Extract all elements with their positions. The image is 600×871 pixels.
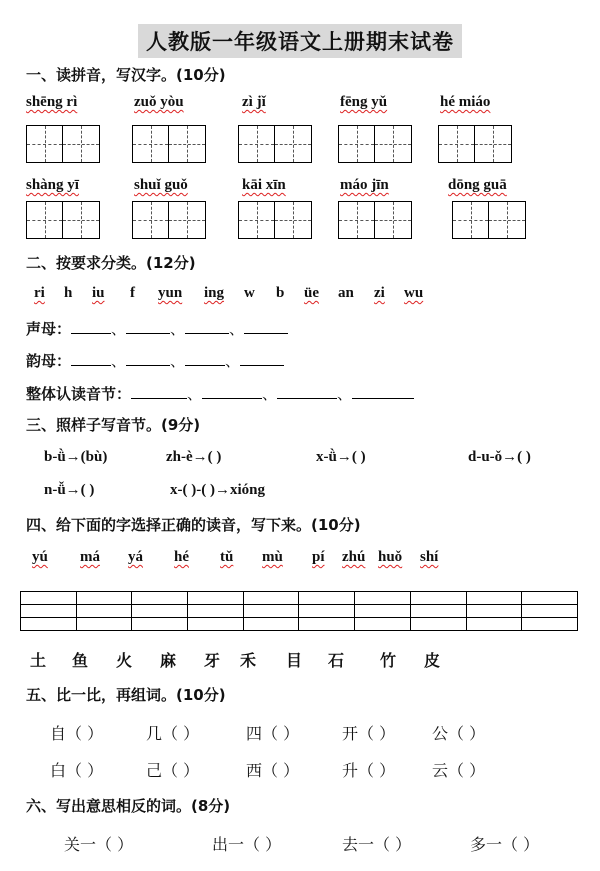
section-4-heading: 四、给下面的字选择正确的读音，写下来。(10分) (26, 516, 361, 534)
word-compare-item[interactable]: 公（ ） (432, 724, 486, 743)
syllable-item: f (130, 285, 135, 301)
word-compare-item[interactable]: 己（ ） (146, 761, 200, 780)
word-compare-item[interactable]: 几（ ） (146, 724, 200, 743)
hanzi-item: 目 (286, 651, 303, 670)
pinyin-prompt: zì jǐ (242, 94, 266, 110)
zhengti-row (26, 383, 414, 404)
tianzige-box[interactable] (132, 201, 206, 239)
separator: 、 (262, 385, 278, 403)
tianzige-box[interactable] (338, 125, 412, 163)
hanzi-item: 牙 (204, 651, 221, 670)
spelling-item[interactable]: x-( )-( )→xióng (170, 482, 265, 498)
syllable-item: b (276, 285, 285, 301)
shengmu-row (26, 318, 288, 339)
page-title: 人教版一年级语文上册期末试卷 (138, 24, 462, 58)
answer-blank[interactable] (277, 385, 337, 399)
answer-blank[interactable] (185, 320, 229, 334)
reading-option: shí (420, 549, 439, 565)
hanzi-item: 土 (30, 651, 47, 670)
section-5-heading: 五、比一比，再组词。(10分) (26, 686, 226, 704)
syllable-item: an (338, 285, 354, 301)
spelling-item[interactable]: x-ǜ→( ) (316, 449, 366, 465)
spelling-item[interactable]: zh-è→( ) (166, 449, 222, 465)
hanzi-item: 鱼 (72, 651, 89, 670)
section-1-heading: 一、读拼音，写汉字。(10分) (26, 66, 226, 84)
zhengti-label: 整体认读音节： (26, 385, 132, 403)
hanzi-item: 竹 (380, 651, 397, 670)
syllable-item: ri (34, 285, 45, 301)
syllable-item: w (244, 285, 255, 301)
reading-option: pí (312, 549, 325, 565)
syllable-item: h (64, 285, 73, 301)
shengmu-label: 声母： (26, 320, 72, 338)
four-line-grid[interactable] (20, 591, 578, 631)
reading-option: mù (262, 549, 283, 565)
antonym-item[interactable]: 关一（ ） (64, 835, 134, 854)
tianzige-box[interactable] (238, 201, 312, 239)
tianzige-box[interactable] (238, 125, 312, 163)
hanzi-item: 石 (328, 651, 345, 670)
pinyin-prompt: shàng yī (26, 177, 79, 193)
hanzi-item: 禾 (240, 651, 257, 670)
syllable-item: yun (158, 285, 183, 301)
separator: 、 (229, 320, 245, 338)
pinyin-prompt: fēng yǔ (340, 94, 388, 110)
reading-option: tǔ (220, 549, 234, 565)
yunmu-label: 韵母： (26, 352, 72, 370)
answer-blank[interactable] (352, 385, 414, 399)
word-compare-item[interactable]: 升（ ） (342, 761, 396, 780)
antonym-item[interactable]: 出一（ ） (212, 835, 282, 854)
answer-blank[interactable] (126, 352, 170, 366)
tianzige-box[interactable] (26, 201, 100, 239)
separator: 、 (170, 320, 186, 338)
answer-blank[interactable] (185, 352, 225, 366)
answer-blank[interactable] (71, 320, 111, 334)
word-compare-item[interactable]: 白（ ） (50, 761, 104, 780)
separator: 、 (111, 320, 127, 338)
separator: 、 (111, 352, 127, 370)
answer-blank[interactable] (244, 320, 288, 334)
pinyin-prompt: shuǐ guǒ (134, 177, 188, 193)
antonym-item[interactable]: 多一（ ） (470, 835, 540, 854)
word-compare-item[interactable]: 云（ ） (432, 761, 486, 780)
tianzige-box[interactable] (438, 125, 512, 163)
reading-option: zhú (342, 549, 366, 565)
word-compare-item[interactable]: 四（ ） (246, 724, 300, 743)
word-compare-item[interactable]: 开（ ） (342, 724, 396, 743)
yunmu-row (26, 350, 284, 371)
separator: 、 (187, 385, 203, 403)
syllable-item: iu (92, 285, 105, 301)
reading-option: huǒ (378, 549, 403, 565)
separator: 、 (337, 385, 353, 403)
tianzige-box[interactable] (26, 125, 100, 163)
syllable-item: wu (404, 285, 424, 301)
section-3-heading: 三、照样子写音节。(9分) (26, 416, 201, 434)
tianzige-box[interactable] (132, 125, 206, 163)
spelling-item[interactable]: n-ǚ→( ) (44, 482, 95, 498)
answer-blank[interactable] (202, 385, 262, 399)
pinyin-prompt: kāi xīn (242, 177, 286, 193)
answer-blank[interactable] (126, 320, 170, 334)
reading-option: yá (128, 549, 143, 565)
hanzi-item: 皮 (424, 651, 441, 670)
separator: 、 (225, 352, 241, 370)
word-compare-item[interactable]: 西（ ） (246, 761, 300, 780)
spelling-example: b-ǜ→(bù) (44, 449, 108, 465)
word-compare-item[interactable]: 自（ ） (50, 724, 104, 743)
reading-option: má (80, 549, 100, 565)
section-6-heading: 六、写出意思相反的词。(8分) (26, 797, 231, 815)
syllable-item: üe (304, 285, 319, 301)
reading-option: hé (174, 549, 189, 565)
hanzi-item: 火 (116, 651, 133, 670)
syllable-item: ing (204, 285, 225, 301)
separator: 、 (170, 352, 186, 370)
section-2-heading: 二、按要求分类。(12分) (26, 254, 196, 272)
tianzige-box[interactable] (452, 201, 526, 239)
answer-blank[interactable] (71, 352, 111, 366)
tianzige-box[interactable] (338, 201, 412, 239)
answer-blank[interactable] (240, 352, 284, 366)
reading-option: yú (32, 549, 48, 565)
pinyin-prompt: shēng rì (26, 94, 78, 110)
pinyin-prompt: dōng guā (448, 177, 507, 193)
hanzi-item: 麻 (160, 651, 177, 670)
pinyin-prompt: máo jīn (340, 177, 389, 193)
antonym-item[interactable]: 去一（ ） (342, 835, 412, 854)
title-wrap (0, 24, 600, 58)
answer-blank[interactable] (131, 385, 187, 399)
syllable-item: zi (374, 285, 385, 301)
spelling-item[interactable]: d-u-ǒ→( ) (468, 449, 531, 465)
pinyin-prompt: zuǒ yòu (134, 94, 184, 110)
pinyin-prompt: hé miáo (440, 94, 491, 110)
